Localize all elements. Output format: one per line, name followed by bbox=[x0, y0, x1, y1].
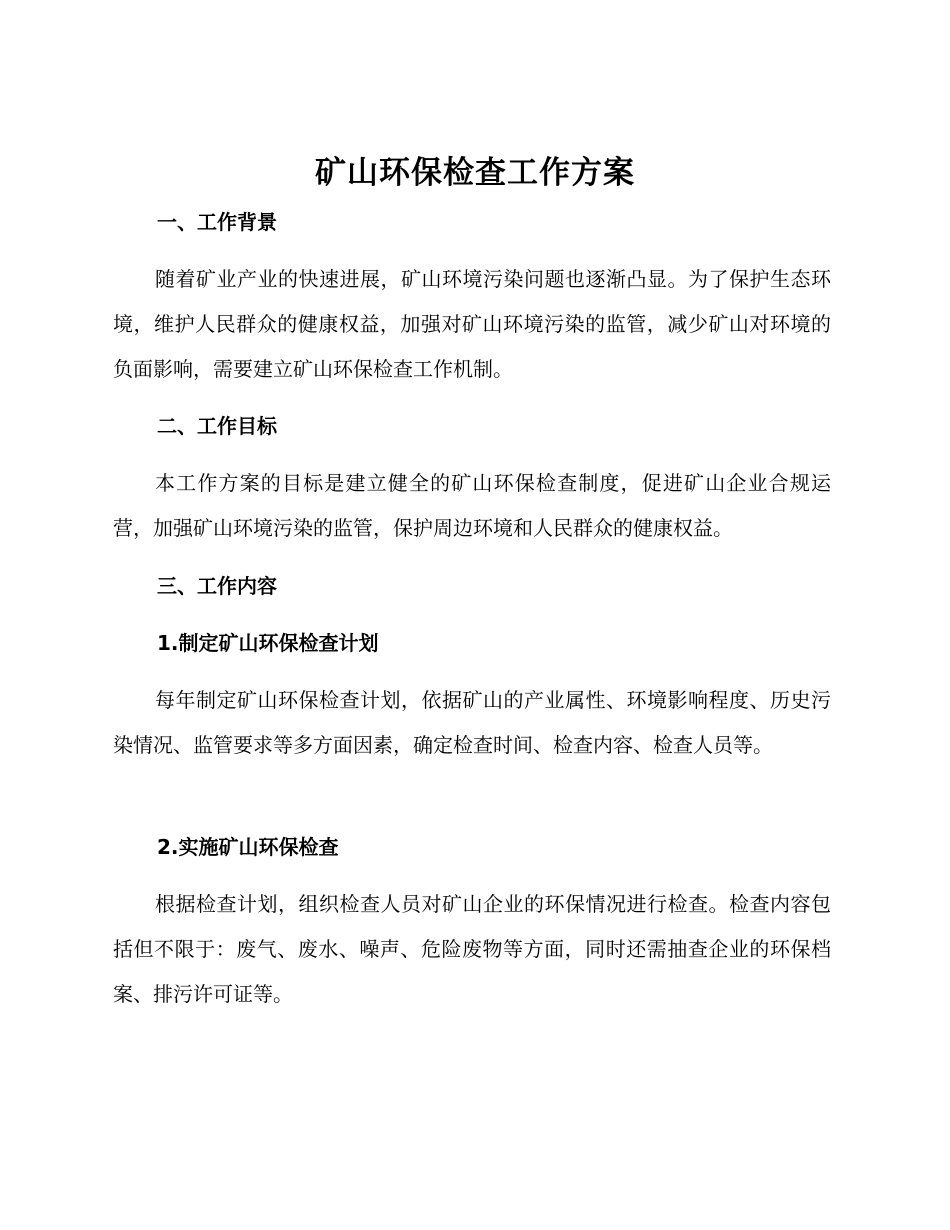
subsection-heading-plan: 1.制定矿山环保检查计划 bbox=[157, 631, 379, 655]
section-paragraph-background: 随着矿业产业的快速进展，矿山环境污染问题也逐渐凸显。为了保护生态环境，维护人民群众的健康权益，加强对矿山环境污染的监管，减少矿山对环境的负面影响，需要建立矿山环保检查工作机制。 bbox=[113, 267, 831, 381]
document-title: 矿山环保检查工作方案 bbox=[315, 155, 635, 191]
section-heading-content: 三、工作内容 bbox=[157, 574, 277, 598]
section-heading-goal: 二、工作目标 bbox=[157, 414, 277, 438]
section-paragraph-goal: 本工作方案的目标是建立健全的矿山环保检查制度，促进矿山企业合规运营，加强矿山环境污染的监管，保护周边环境和人民群众的健康权益。 bbox=[113, 471, 831, 540]
subsection-heading-implement: 2.实施矿山环保检查 bbox=[157, 835, 339, 859]
subsection-paragraph-plan: 每年制定矿山环保检查计划，依据矿山的产业属性、环境影响程度、历史污染情况、监管要求等多方面因素，确定检查时间、检查内容、检查人员等。 bbox=[113, 688, 831, 757]
section-heading-background: 一、工作背景 bbox=[157, 210, 277, 234]
subsection-paragraph-implement: 根据检查计划，组织检查人员对矿山企业的环保情况进行检查。检查内容包括但不限于：废气、废水、噪声、危险废物等方面，同时还需抽查企业的环保档案、排污许可证等。 bbox=[113, 892, 831, 1006]
